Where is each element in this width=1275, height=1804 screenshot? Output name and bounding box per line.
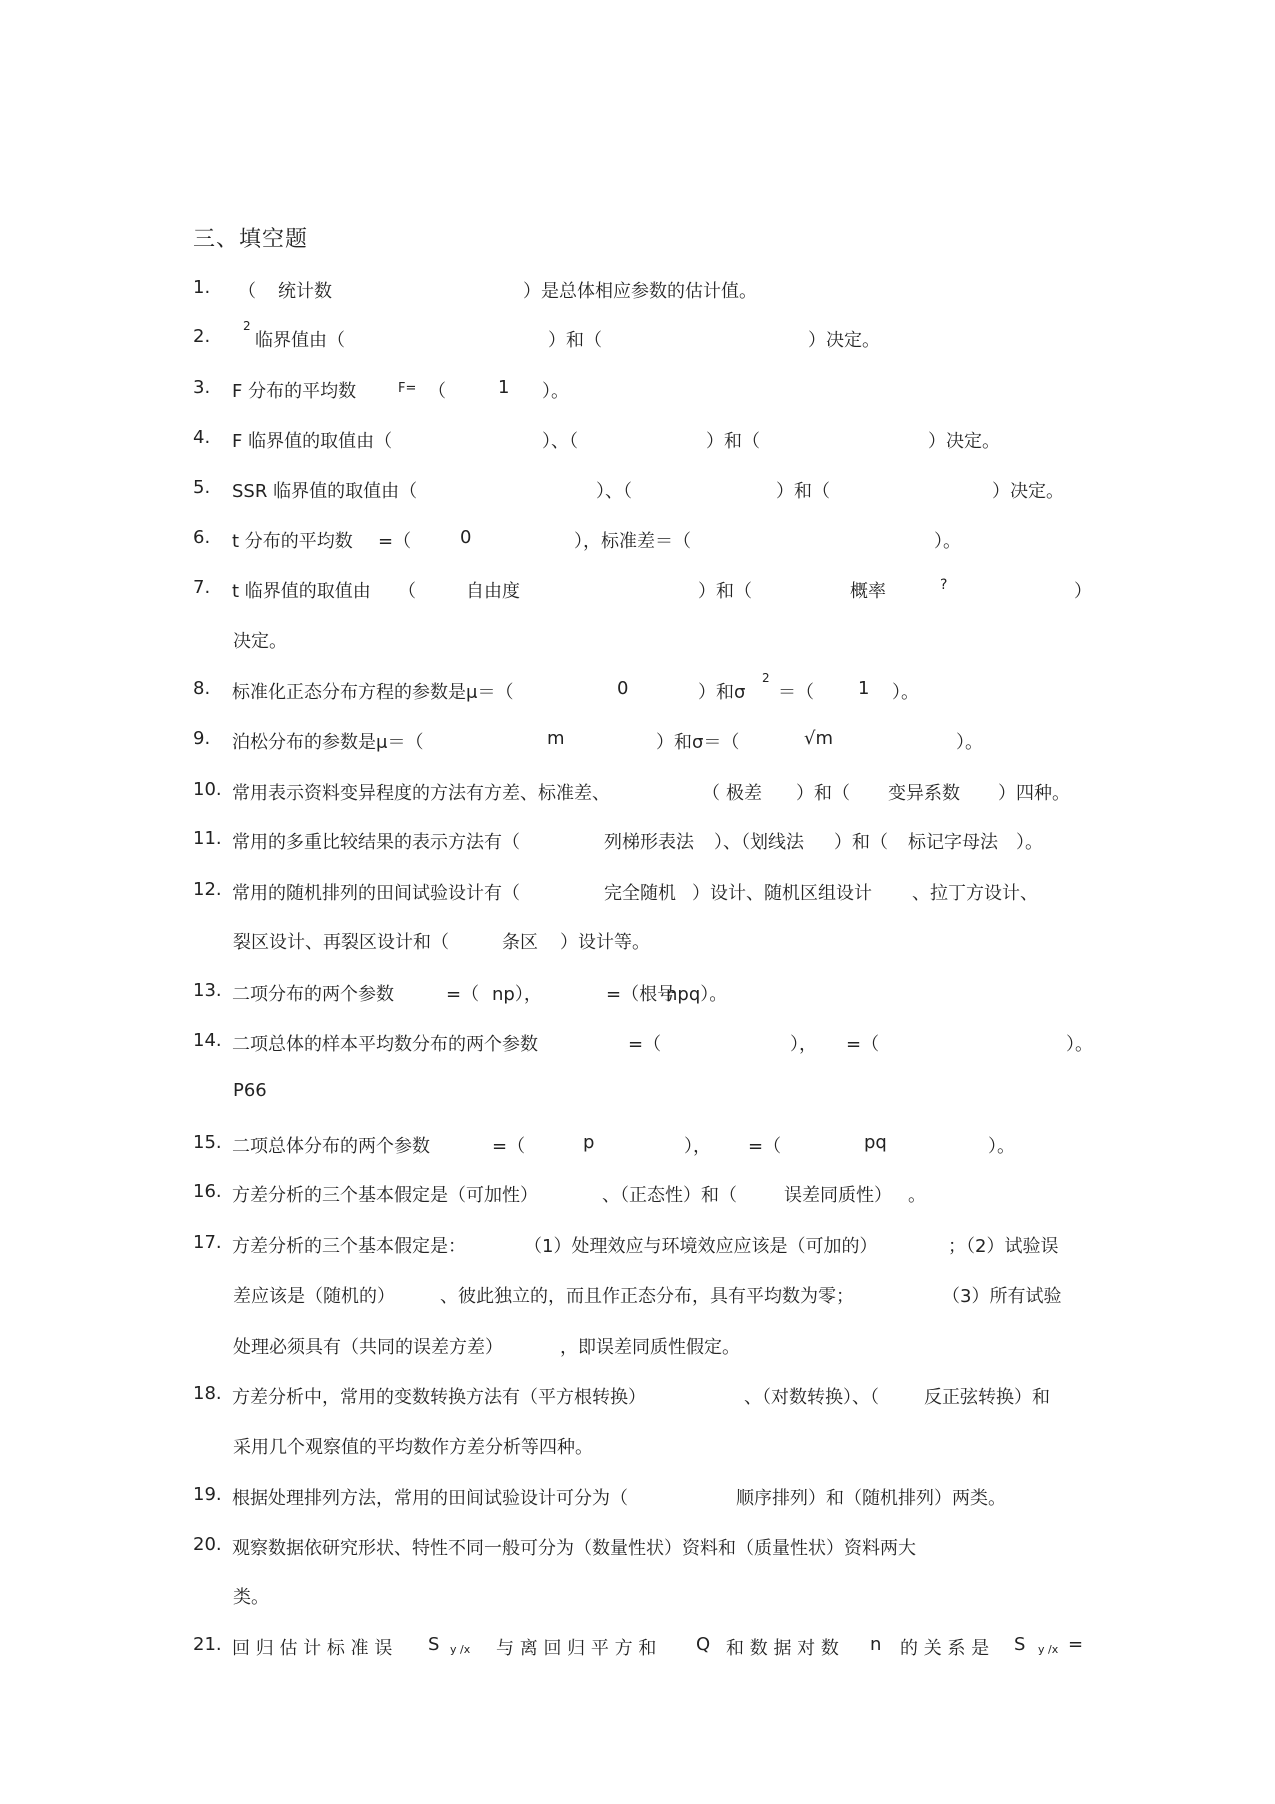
text: 、彼此独立的，而且作正态分布，具有平均数为零； <box>440 1286 854 1307</box>
text: ）。 <box>934 531 961 552</box>
answer: 误差同质性） <box>784 1185 892 1206</box>
answer: 变异系数 <box>888 783 960 804</box>
text: ）、（划线法 <box>714 832 804 853</box>
text: 类。 <box>233 1587 269 1608</box>
question-number: 16. <box>193 1181 222 1202</box>
text: =（ <box>446 984 480 1005</box>
symbol: S <box>1014 1634 1026 1655</box>
text: 常用的多重比较结果的表示方法有（ <box>232 832 520 853</box>
question-19 <box>0 1484 1275 1514</box>
text: 与 离 回 归 平 方 和 <box>496 1638 657 1659</box>
text: ＝（ <box>778 682 814 703</box>
question-1 <box>0 277 1275 307</box>
question-number: 17. <box>193 1232 222 1253</box>
text: 、拉丁方设计、 <box>912 883 1038 904</box>
symbol: n <box>870 1634 882 1655</box>
text: 。 <box>908 1185 926 1206</box>
question-number: 13. <box>193 980 222 1001</box>
question-4 <box>0 427 1275 457</box>
question-number: 15. <box>193 1132 222 1153</box>
page-reference: P66 <box>233 1080 267 1101</box>
question-8 <box>0 671 1275 708</box>
question-17 <box>0 1232 1275 1262</box>
symbol: F= <box>398 381 417 396</box>
question-9 <box>0 728 1275 758</box>
question-17-continued-1 <box>0 1282 1275 1312</box>
text: ），标准差＝（ <box>574 531 691 552</box>
question-number: 10. <box>193 779 222 800</box>
section-title: 三、填空题 <box>193 227 309 252</box>
answer: 条区 <box>502 932 538 953</box>
question-number: 5. <box>193 477 211 498</box>
question-number: 1. <box>193 277 211 298</box>
text: （ <box>428 381 446 402</box>
text: 采用几个观察值的平均数作方差分析等四种。 <box>233 1437 593 1458</box>
text: 方差分析中，常用的变数转换方法有（平方根转换） <box>232 1387 646 1408</box>
text: 、（对数转换）、（ <box>744 1387 879 1408</box>
text: ）决定。 <box>808 330 880 351</box>
text: ）和（ <box>834 832 888 853</box>
answer: 1 <box>858 678 870 699</box>
text: （3）所有试验 <box>942 1286 1062 1307</box>
text: ）和σ <box>698 682 746 703</box>
text: 方差分析的三个基本假定是（可加性） <box>232 1185 538 1206</box>
question-14 <box>0 1030 1275 1060</box>
question-number: 21. <box>193 1634 222 1655</box>
text: ）和（ <box>698 581 752 602</box>
answer: 1 <box>498 377 510 398</box>
question-5 <box>0 477 1275 507</box>
text: ）设计、随机区组设计 <box>692 883 872 904</box>
question-number: 12. <box>193 879 222 900</box>
question-7 <box>0 577 1275 607</box>
question-16 <box>0 1181 1275 1211</box>
question-15 <box>0 1132 1275 1162</box>
answer: 完全随机 <box>604 883 676 904</box>
text: ）和（ <box>548 330 602 351</box>
text: ）， <box>684 1136 711 1157</box>
text: 和 数 据 对 数 <box>726 1638 839 1659</box>
question-number: 11. <box>193 828 222 849</box>
text: 临界值由（ <box>255 330 345 351</box>
answer: 自由度 <box>466 581 520 602</box>
text: （ <box>398 581 416 602</box>
text: （ <box>702 783 720 804</box>
answer: 标记字母法 <box>908 832 998 853</box>
question-10 <box>0 779 1275 809</box>
text: 二项总体的样本平均数分布的两个参数 <box>232 1034 538 1055</box>
text: =（ <box>628 1034 662 1055</box>
text: 泊松分布的参数是μ＝（ <box>232 732 424 753</box>
question-7-continued <box>0 627 1275 657</box>
symbol: Q <box>696 1634 711 1655</box>
text: ）。 <box>988 1136 1015 1157</box>
question-number: 3. <box>193 377 211 398</box>
superscript: 2 <box>762 671 770 685</box>
answer: p <box>583 1132 595 1153</box>
text: ）决定。 <box>992 481 1064 502</box>
question-2 <box>0 319 1275 356</box>
text: ）、（ <box>542 431 578 452</box>
question-3 <box>0 377 1275 407</box>
question-number: 6. <box>193 527 211 548</box>
question-12 <box>0 879 1275 909</box>
text: ）和（ <box>706 431 760 452</box>
text: =（根号 <box>606 984 676 1005</box>
text: 标准化正态分布方程的参数是μ＝（ <box>232 682 514 703</box>
text: =（ <box>846 1034 880 1055</box>
text: ）和σ＝（ <box>656 732 740 753</box>
text: 常用的随机排列的田间试验设计有（ <box>232 883 520 904</box>
text: 差应该是（随机的） <box>233 1286 395 1307</box>
text: ）和（ <box>776 481 830 502</box>
question-11 <box>0 828 1275 858</box>
text: =（ <box>492 1136 526 1157</box>
answer: 反正弦转换）和 <box>924 1387 1050 1408</box>
question-18-continued <box>0 1433 1275 1463</box>
text: 根据处理排列方法，常用的田间试验设计可分为（ <box>232 1488 628 1509</box>
text: ）设计等。 <box>560 932 650 953</box>
answer: 统计数 <box>278 281 332 302</box>
text: 、（正态性）和（ <box>602 1185 737 1206</box>
text: t 临界值的取值由 <box>232 581 371 602</box>
question-number: 19. <box>193 1484 222 1505</box>
question-number: 8. <box>193 678 211 699</box>
text: ）是总体相应参数的估计值。 <box>523 281 757 302</box>
text: ）决定。 <box>928 431 1000 452</box>
question-21 <box>0 1634 1275 1664</box>
text: ，即误差同质性假定。 <box>560 1337 740 1358</box>
text: F 临界值的取值由（ <box>232 431 393 452</box>
answer: np）， <box>492 984 542 1005</box>
text: 回 归 估 计 标 准 误 <box>232 1638 393 1659</box>
text: 二项总体分布的两个参数 <box>232 1136 430 1157</box>
superscript: 2 <box>243 319 251 333</box>
answer: √m <box>804 728 834 749</box>
text: 观察数据依研究形状、特性不同一般可分为（数量性状）资料和（质量性状）资料两大 <box>232 1538 916 1559</box>
question-number: 2. <box>193 326 211 347</box>
question-number: 18. <box>193 1383 222 1404</box>
answer: 0 <box>460 527 472 548</box>
answer: m <box>547 728 565 749</box>
text: ） <box>1074 581 1092 602</box>
text: t 分布的平均数 <box>232 531 353 552</box>
question-14-continued <box>0 1080 1275 1110</box>
text: ）。 <box>956 732 983 753</box>
text: 顺序排列）和（随机排列）两类。 <box>736 1488 1006 1509</box>
question-6 <box>0 527 1275 557</box>
text: ）、（ <box>596 481 632 502</box>
text: 方差分析的三个基本假定是： <box>232 1236 466 1257</box>
text: ）。 <box>1066 1034 1093 1055</box>
question-13 <box>0 980 1275 1010</box>
question-12-continued <box>0 928 1275 958</box>
answer: npq）。 <box>666 984 728 1005</box>
subscript: y /x <box>1038 1643 1059 1656</box>
symbol: S <box>428 1634 440 1655</box>
text: （ <box>238 281 256 302</box>
question-number: 14. <box>193 1030 222 1051</box>
text: =（ <box>748 1136 782 1157</box>
answer: 0 <box>617 678 629 699</box>
question-number: 9. <box>193 728 211 749</box>
answer: 极差 <box>726 783 762 804</box>
question-20-continued <box>0 1583 1275 1613</box>
answer: 列梯形表法 <box>604 832 694 853</box>
question-number: 4. <box>193 427 211 448</box>
answer: 概率 <box>850 581 886 602</box>
text: （1）处理效应与环境效应应该是（可加的） <box>524 1236 878 1257</box>
text: =（ <box>378 531 412 552</box>
text: SSR 临界值的取值由（ <box>232 481 418 502</box>
text: = <box>1068 1634 1084 1655</box>
answer: pq <box>864 1132 887 1153</box>
text: 的 关 系 是 <box>900 1638 990 1659</box>
text: F 分布的平均数 <box>232 381 357 402</box>
text: ；（2）试验误 <box>948 1236 1059 1257</box>
text: 常用表示资料变异程度的方法有方差、标准差、 <box>232 783 610 804</box>
text: ）， <box>790 1034 817 1055</box>
question-17-continued-2 <box>0 1333 1275 1363</box>
text: ）和（ <box>796 783 850 804</box>
question-number: 7. <box>193 577 211 598</box>
text: ）。 <box>542 381 569 402</box>
text: ）四种。 <box>998 783 1070 804</box>
text: 裂区设计、再裂区设计和（ <box>233 932 449 953</box>
text: 二项分布的两个参数 <box>232 984 394 1005</box>
text: ）。 <box>892 682 919 703</box>
text: 决定。 <box>233 631 287 652</box>
question-number: 20. <box>193 1534 222 1555</box>
text: ? <box>940 577 948 593</box>
question-20 <box>0 1534 1275 1564</box>
subscript: y /x <box>450 1643 471 1656</box>
question-18 <box>0 1383 1275 1413</box>
text: 处理必须具有（共同的误差方差） <box>233 1337 503 1358</box>
text: ）。 <box>1016 832 1043 853</box>
